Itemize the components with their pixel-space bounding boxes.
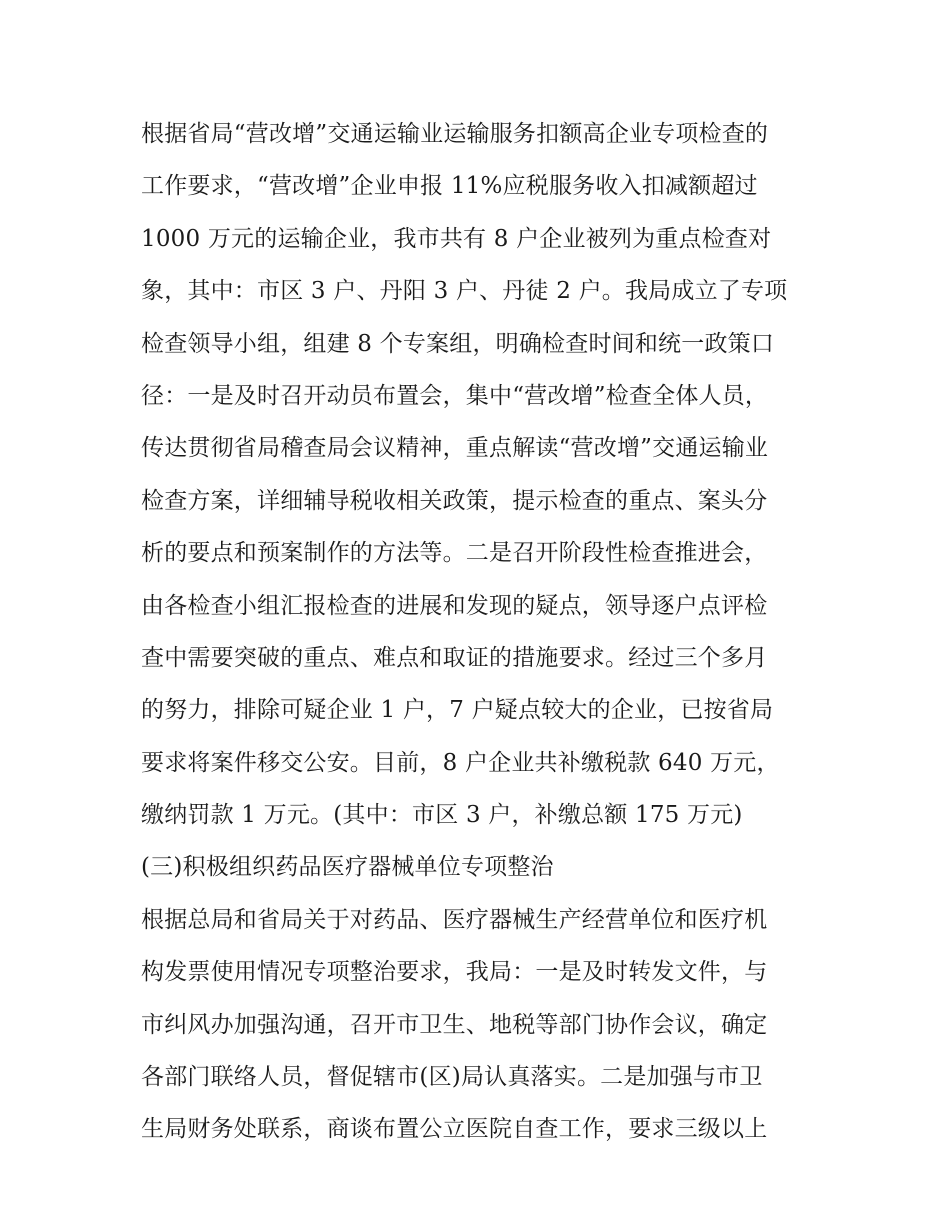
document-body [141,108,821,1156]
text-line: 根据总局和省局关于对药品、医疗器械生产经营单位和医疗机 [141,906,768,933]
text-line: 由各检查小组汇报检查的进展和发现的疑点，领导逐户点评检 [141,592,768,619]
text-line: 检查领导小组，组建 8 个专案组，明确检查时间和统一政策口 [141,330,775,357]
text-line: 析的要点和预案制作的方法等。二是召开阶段性检查推进会， [141,540,768,567]
text-line: 各部门联络人员，督促辖市(区)局认真落实。二是加强与市卫 [141,1064,763,1091]
section-heading: (三)积极组织药品医疗器械单位专项整治 [141,854,554,881]
text-line: 径：一是及时召开动员布置会，集中“营改增”检查全体人员， [141,382,769,409]
text-line: 缴纳罚款 1 万元。(其中：市区 3 户，补缴总额 175 万元) [141,802,743,829]
text-line: 根据省局“营改增”交通运输业运输服务扣额高企业专项检查的 [141,121,769,147]
text-line: 生局财务处联系，商谈布置公立医院自查工作，要求三级以上 [141,1116,768,1143]
text-line: 的努力，排除可疑企业 1 户，7 户疑点较大的企业，已按省局 [141,697,774,724]
text-line: 工作要求，“营改增”企业申报 11%应税服务收入扣减额超过 [141,173,758,200]
text-line: 要求将案件移交公安。目前，8 户企业共补缴税款 640 万元， [141,749,780,776]
text-line: 象，其中：市区 3 户、丹阳 3 户、丹徒 2 户。我局成立了专项 [141,278,788,305]
text-line: 检查方案，详细辅导税收相关政策，提示检查的重点、案头分 [141,487,768,514]
text-line: 构发票使用情况专项整治要求，我局：一是及时转发文件，与 [141,959,768,986]
text-line: 市纠风办加强沟通，召开市卫生、地税等部门协作会议，确定 [141,1011,768,1038]
text-line: 传达贯彻省局稽查局会议精神，重点解读“营改增”交通运输业 [141,435,769,462]
text-line: 1000 万元的运输企业，我市共有 8 户企业被列为重点检查对 [141,225,772,252]
text-line: 查中需要突破的重点、难点和取证的措施要求。经过三个多月 [141,644,768,671]
